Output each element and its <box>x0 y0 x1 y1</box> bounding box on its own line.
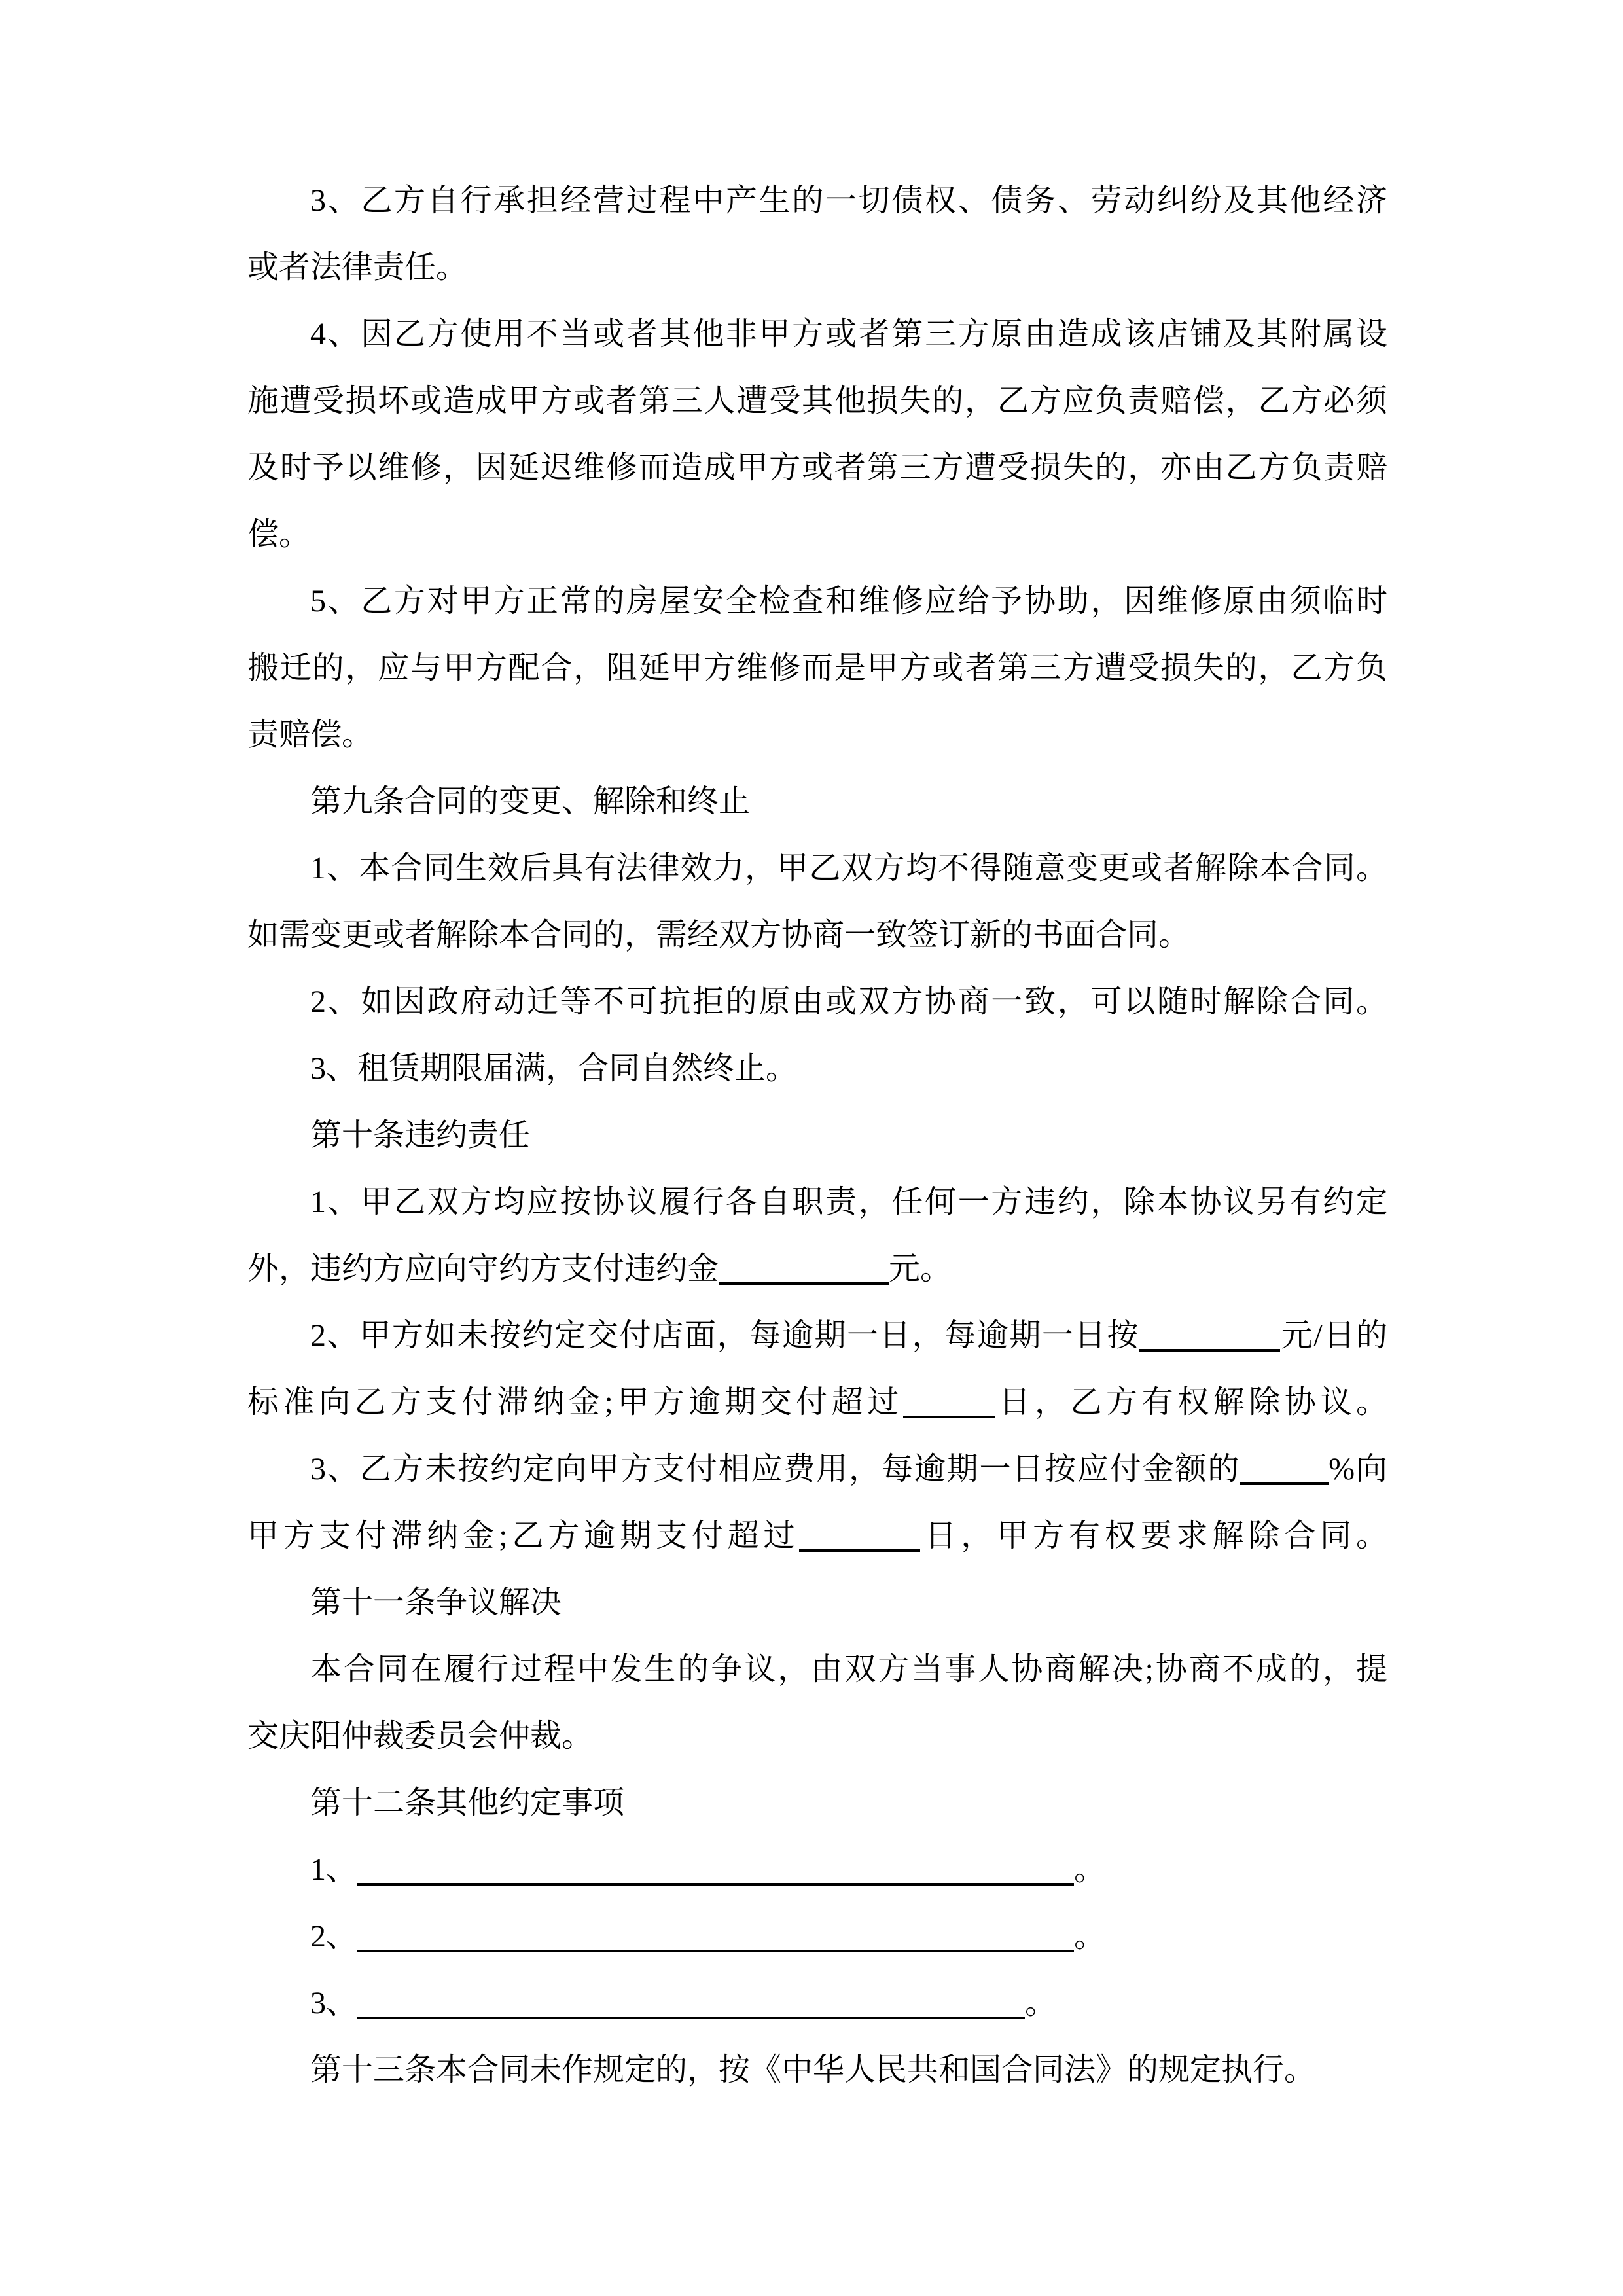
blank-field <box>903 1387 995 1418</box>
line-text: 3、租赁期限届满，合同自然终止。 <box>310 1051 798 1086</box>
line-text: 1、甲乙双方均应按协议履行各自职责，任何一方违约，除本协议另有约定 <box>310 1185 1387 1219</box>
blank-field <box>357 1854 1074 1885</box>
line-text: 或者法律责任。 <box>247 250 468 285</box>
contract-line <box>247 2037 1387 2104</box>
contract-line <box>247 1035 1387 1102</box>
contract-line <box>247 234 1387 301</box>
blank-field <box>357 1921 1074 1952</box>
contract-line <box>247 568 1387 635</box>
line-text: 3、 <box>310 1986 358 2020</box>
line-text: 元。 <box>889 1251 952 1286</box>
line-text: 2、如因政府动迁等不可抗拒的原由或双方协商一致，可以随时解除合同。 <box>310 984 1387 1019</box>
contract-line <box>247 902 1387 969</box>
contract-line <box>247 635 1387 702</box>
contract-line <box>247 1169 1387 1236</box>
line-text: 2、甲方如未按约定交付店面，每逾期一日，每逾期一日按 <box>310 1318 1140 1353</box>
contract-line <box>247 168 1387 234</box>
line-text: 2、 <box>310 1919 358 1954</box>
contract-line <box>247 1102 1387 1169</box>
line-text: 第十三条本合同未作规定的，按《中华人民共和国合同法》的规定执行。 <box>310 2053 1316 2087</box>
blank-field <box>799 1520 920 1551</box>
line-text: 如需变更或者解除本合同的，需经双方协商一致签订新的书面合同。 <box>247 918 1190 952</box>
contract-body <box>247 168 1387 2104</box>
contract-line <box>247 969 1387 1035</box>
line-text: 及时予以维修，因延迟维修而造成甲方或者第三方遭受损失的，亦由乙方负责赔 <box>247 450 1387 485</box>
line-text: 日，甲方有权要求解除合同。 <box>920 1518 1387 1553</box>
line-text: 偿。 <box>247 517 311 552</box>
line-text: 责赔偿。 <box>247 717 374 752</box>
line-text: 1、本合同生效后具有法律效力，甲乙双方均不得随意变更或者解除本合同。 <box>310 851 1387 886</box>
contract-line <box>247 835 1387 902</box>
line-text: 1、 <box>310 1852 358 1887</box>
contract-line <box>247 1837 1387 1903</box>
blank-field <box>1240 1454 1329 1484</box>
line-text: 5、乙方对甲方正常的房屋安全检查和维修应给予协助，因维修原由须临时 <box>310 584 1387 619</box>
contract-line <box>247 1236 1387 1302</box>
contract-line <box>247 1436 1387 1503</box>
contract-line <box>247 1503 1387 1570</box>
contract-line <box>247 1903 1387 1970</box>
line-text: 外，违约方应向守约方支付违约金 <box>247 1251 719 1286</box>
blank-field <box>357 1988 1025 2018</box>
line-text: 。 <box>1025 1986 1057 2020</box>
line-text: 搬迁的，应与甲方配合，阻延甲方维修而是甲方或者第三方遭受损失的，乙方负 <box>247 651 1387 685</box>
blank-field <box>719 1253 889 1284</box>
contract-line <box>247 301 1387 368</box>
line-text: 本合同在履行过程中发生的争议，由双方当事人协商解决;协商不成的，提 <box>310 1652 1387 1687</box>
line-text: 标准向乙方支付滞纳金;甲方逾期交付超过 <box>247 1385 903 1420</box>
blank-field <box>1139 1320 1280 1351</box>
contract-line <box>247 501 1387 568</box>
contract-line <box>247 1369 1387 1436</box>
line-text: %向 <box>1329 1452 1387 1486</box>
contract-line <box>247 1703 1387 1770</box>
contract-line <box>247 435 1387 501</box>
contract-line <box>247 1302 1387 1369</box>
line-text: 。 <box>1074 1919 1106 1954</box>
contract-line <box>247 1570 1387 1636</box>
line-text: 3、乙方自行承担经营过程中产生的一切债权、债务、劳动纠纷及其他经济 <box>310 183 1387 218</box>
contract-line <box>247 768 1387 835</box>
line-text: 第十二条其他约定事项 <box>310 1785 625 1820</box>
line-text: 日，乙方有权解除协议。 <box>994 1385 1387 1420</box>
contract-line <box>247 1770 1387 1837</box>
contract-line <box>247 1970 1387 2037</box>
contract-line <box>247 1636 1387 1703</box>
line-text: 甲方支付滞纳金;乙方逾期支付超过 <box>247 1518 800 1553</box>
line-text: 。 <box>1074 1852 1106 1887</box>
line-text: 第九条合同的变更、解除和终止 <box>310 784 751 819</box>
line-text: 第十一条争议解决 <box>310 1585 562 1620</box>
line-text: 元/日的 <box>1280 1318 1387 1353</box>
line-text: 施遭受损坏或造成甲方或者第三人遭受其他损失的，乙方应负责赔偿，乙方必须 <box>247 384 1387 418</box>
line-text: 交庆阳仲裁委员会仲裁。 <box>247 1719 594 1753</box>
line-text: 3、乙方未按约定向甲方支付相应费用，每逾期一日按应付金额的 <box>310 1452 1241 1486</box>
contract-line <box>247 368 1387 435</box>
line-text: 4、因乙方使用不当或者其他非甲方或者第三方原由造成该店铺及其附属设 <box>310 317 1387 351</box>
contract-line <box>247 702 1387 768</box>
line-text: 第十条违约责任 <box>310 1118 531 1153</box>
